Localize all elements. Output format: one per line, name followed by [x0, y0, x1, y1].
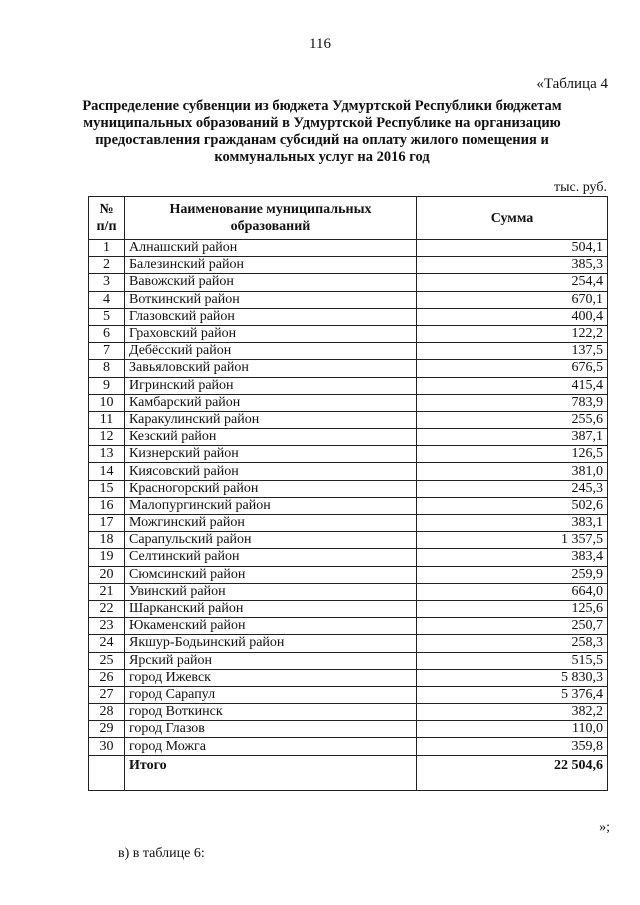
- row-name: город Можга: [125, 738, 417, 755]
- row-number: 7: [89, 343, 125, 360]
- row-number: 9: [89, 377, 125, 394]
- table-row: [89, 411, 608, 428]
- header-sum: Сумма: [417, 197, 608, 240]
- table-row: [89, 583, 608, 600]
- table-row: [89, 343, 608, 360]
- table-row: [89, 446, 608, 463]
- row-name: Увинский район: [125, 583, 417, 600]
- row-name: Шарканский район: [125, 600, 417, 617]
- footer-note: в) в таблице 6:: [118, 846, 205, 861]
- row-name: Юкаменский район: [125, 618, 417, 635]
- table-row: [89, 291, 608, 308]
- row-number: 18: [89, 532, 125, 549]
- row-name: Ярский район: [125, 652, 417, 669]
- row-sum: 670,1: [417, 291, 608, 308]
- table-row: [89, 566, 608, 583]
- table-row: [89, 669, 608, 686]
- row-number: 11: [89, 411, 125, 428]
- total-number: [89, 755, 125, 790]
- row-name: город Сарапул: [125, 686, 417, 703]
- row-number: 12: [89, 429, 125, 446]
- row-sum: 1 357,5: [417, 532, 608, 549]
- row-name: Глазовский район: [125, 308, 417, 325]
- table-row: [89, 480, 608, 497]
- header-number-line2: п/п: [96, 219, 117, 234]
- row-number: 22: [89, 600, 125, 617]
- subvention-table: [88, 196, 608, 791]
- row-name: Сюмсинский район: [125, 566, 417, 583]
- table-row: [89, 394, 608, 411]
- row-name: Каракулинский район: [125, 411, 417, 428]
- header-name-line1: Наименование муниципальных: [169, 202, 372, 217]
- row-number: 15: [89, 480, 125, 497]
- table-row: [89, 497, 608, 514]
- table-row: [89, 704, 608, 721]
- row-name: Алнашский район: [125, 240, 417, 257]
- total-row: [89, 755, 608, 790]
- table-row: [89, 257, 608, 274]
- table-row: [89, 635, 608, 652]
- row-number: 20: [89, 566, 125, 583]
- row-sum: 5 830,3: [417, 669, 608, 686]
- row-sum: 415,4: [417, 377, 608, 394]
- row-name: Граховский район: [125, 325, 417, 342]
- row-number: 2: [89, 257, 125, 274]
- closing-mark: »;: [599, 820, 610, 835]
- row-number: 14: [89, 463, 125, 480]
- row-name: Малопургинский район: [125, 497, 417, 514]
- row-name: Вавожский район: [125, 274, 417, 291]
- units-label: тыс. руб.: [554, 180, 607, 195]
- table-row: [89, 325, 608, 342]
- row-sum: 259,9: [417, 566, 608, 583]
- row-number: 29: [89, 721, 125, 738]
- row-sum: 122,2: [417, 325, 608, 342]
- row-name: Камбарский район: [125, 394, 417, 411]
- row-name: город Глазов: [125, 721, 417, 738]
- row-sum: 250,7: [417, 618, 608, 635]
- table-row: [89, 377, 608, 394]
- table-row: [89, 463, 608, 480]
- row-number: 19: [89, 549, 125, 566]
- row-number: 17: [89, 515, 125, 532]
- table-row: [89, 549, 608, 566]
- header-name: [125, 197, 417, 240]
- row-sum: 664,0: [417, 583, 608, 600]
- row-name: Завьяловский район: [125, 360, 417, 377]
- row-sum: 137,5: [417, 343, 608, 360]
- row-number: 16: [89, 497, 125, 514]
- total-label: Итого: [125, 755, 417, 790]
- row-name: Воткинский район: [125, 291, 417, 308]
- row-sum: 515,5: [417, 652, 608, 669]
- row-name: Балезинский район: [125, 257, 417, 274]
- row-sum: 382,2: [417, 704, 608, 721]
- row-number: 1: [89, 240, 125, 257]
- row-number: 28: [89, 704, 125, 721]
- row-name: Киясовский район: [125, 463, 417, 480]
- title-line: муниципальных образований в Удмуртской Республике на организацию: [83, 115, 561, 131]
- row-name: Красногорский район: [125, 480, 417, 497]
- row-sum: 359,8: [417, 738, 608, 755]
- row-sum: 783,9: [417, 394, 608, 411]
- row-number: 25: [89, 652, 125, 669]
- row-sum: 381,0: [417, 463, 608, 480]
- table-label: «Таблица 4: [536, 76, 608, 92]
- row-sum: 110,0: [417, 721, 608, 738]
- title-line: коммунальных услуг на 2016 год: [214, 149, 430, 165]
- table-header-row: [89, 197, 608, 240]
- row-name: город Ижевск: [125, 669, 417, 686]
- row-number: 6: [89, 325, 125, 342]
- row-name: город Воткинск: [125, 704, 417, 721]
- table-row: [89, 738, 608, 755]
- row-name: Кезский район: [125, 429, 417, 446]
- row-name: Дебёсский район: [125, 343, 417, 360]
- title-line: предоставления гражданам субсидий на оплату жилого помещения и: [95, 132, 549, 148]
- row-number: 4: [89, 291, 125, 308]
- row-sum: 258,3: [417, 635, 608, 652]
- row-sum: 502,6: [417, 497, 608, 514]
- table-row: [89, 600, 608, 617]
- row-sum: 255,6: [417, 411, 608, 428]
- row-number: 24: [89, 635, 125, 652]
- row-number: 5: [89, 308, 125, 325]
- row-number: 21: [89, 583, 125, 600]
- table-row: [89, 240, 608, 257]
- row-sum: 387,1: [417, 429, 608, 446]
- row-number: 3: [89, 274, 125, 291]
- row-sum: 5 376,4: [417, 686, 608, 703]
- row-sum: 126,5: [417, 446, 608, 463]
- row-name: Якшур-Бодьинский район: [125, 635, 417, 652]
- table-row: [89, 360, 608, 377]
- row-number: 8: [89, 360, 125, 377]
- table-row: [89, 274, 608, 291]
- row-sum: 254,4: [417, 274, 608, 291]
- table-row: [89, 532, 608, 549]
- row-sum: 385,3: [417, 257, 608, 274]
- row-name: Можгинский район: [125, 515, 417, 532]
- row-sum: 245,3: [417, 480, 608, 497]
- row-sum: 125,6: [417, 600, 608, 617]
- table-row: [89, 308, 608, 325]
- row-sum: 400,4: [417, 308, 608, 325]
- header-name-line2: образований: [230, 219, 311, 234]
- table-row: [89, 618, 608, 635]
- row-sum: 383,4: [417, 549, 608, 566]
- total-sum: 22 504,6: [417, 755, 608, 790]
- header-number-line1: №: [99, 202, 114, 217]
- table-row: [89, 515, 608, 532]
- row-sum: 504,1: [417, 240, 608, 257]
- row-sum: 676,5: [417, 360, 608, 377]
- table-row: [89, 652, 608, 669]
- row-name: Игринский район: [125, 377, 417, 394]
- row-number: 10: [89, 394, 125, 411]
- table-row: [89, 721, 608, 738]
- page-number: 116: [309, 36, 331, 52]
- row-number: 26: [89, 669, 125, 686]
- header-number: [89, 197, 125, 240]
- table-row: [89, 686, 608, 703]
- row-number: 30: [89, 738, 125, 755]
- row-sum: 383,1: [417, 515, 608, 532]
- row-number: 13: [89, 446, 125, 463]
- row-name: Селтинский район: [125, 549, 417, 566]
- row-name: Кизнерский район: [125, 446, 417, 463]
- row-number: 23: [89, 618, 125, 635]
- table-row: [89, 429, 608, 446]
- document-title: [72, 98, 572, 166]
- row-number: 27: [89, 686, 125, 703]
- title-line: Распределение субвенции из бюджета Удмуртской Республики бюджетам: [82, 98, 562, 114]
- row-name: Сарапульский район: [125, 532, 417, 549]
